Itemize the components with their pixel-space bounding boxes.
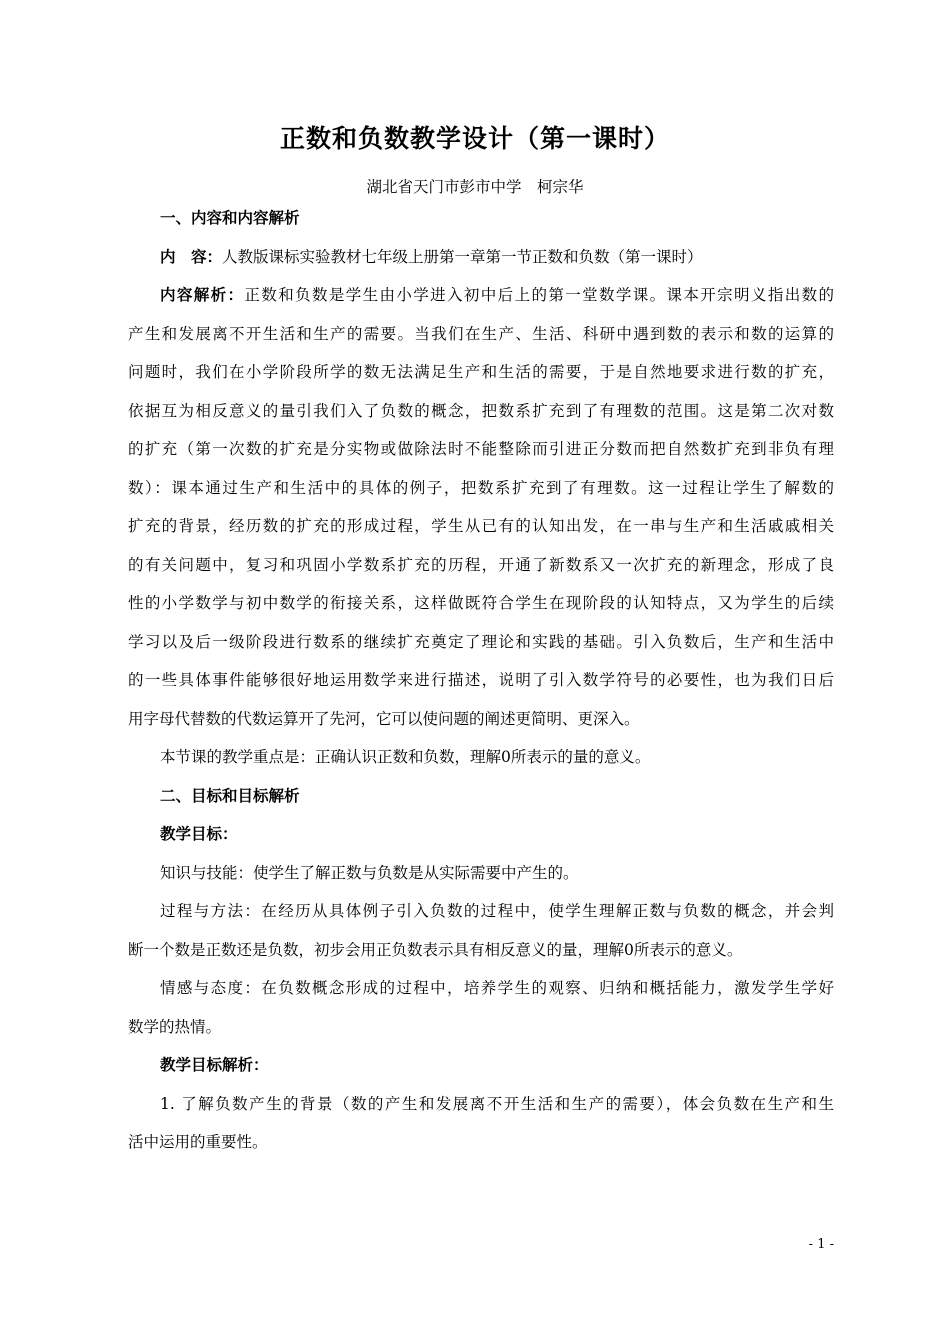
- goal-emotion-line: 数学的热情。: [128, 1017, 222, 1036]
- analysis-line: 学习以及后一级阶段进行数系的继续扩充奠定了理论和实践的基础。引入负数后，生产和生活中: [128, 632, 834, 651]
- goal-analysis-line: 活中运用的重要性。: [128, 1133, 268, 1151]
- content-label: 内 容：: [160, 247, 223, 266]
- page-number: - 1 -: [808, 1237, 834, 1252]
- analysis-line: 性的小学数学与初中数学的衔接关系，这样做既符合学生在现阶段的认知特点，又为学生的后续: [128, 594, 834, 612]
- content-paragraph: [128, 243, 834, 273]
- analysis-line: 的扩充（第一次数的扩充是分实物或做除法时不能整除而引进正分数而把自然数扩充到非负有理: [128, 440, 834, 458]
- content-text: 人教版课标实验教材七年级上册第一章第一节正数和负数（第一课时）: [222, 247, 703, 266]
- content-analysis-paragraph: [128, 281, 834, 734]
- analysis-line: 扩充的背景，经历数的扩充的形成过程，学生从已有的认知出发，在一串与生产和生活戚戚相关: [128, 517, 834, 535]
- analysis-label: 内容解析：: [160, 286, 245, 304]
- analysis-line: 依据互为相反意义的量引我们入了负数的概念，把数系扩充到了有理数的范围。这是第二次对数: [128, 401, 834, 420]
- document-body: [128, 204, 834, 1158]
- document-title: 正数和负数教学设计（第一课时）: [279, 124, 670, 153]
- goal-process-paragraph: [128, 897, 834, 965]
- goal-process-line: 过程与方法：在经历从具体例子引入负数的过程中，使学生理解正数与负数的概念，并会判: [160, 902, 834, 920]
- analysis-line: 的一些具体事件能够很好地运用数学来进行描述，说明了引入数学符号的必要性，也为我们日后: [128, 671, 834, 689]
- section-heading-content: 一、内容和内容解析: [160, 209, 300, 227]
- section-heading-goals: 二、目标和目标解析: [160, 786, 300, 805]
- analysis-line: 产生和发展离不开生活和生产的需要。当我们在生产、生活、科研中遇到数的表示和数的运算的: [128, 324, 834, 343]
- analysis-line: 的有关问题中，复习和巩固小学数系扩充的历程，开通了新数系又一次扩充的新理念，形成了良: [128, 555, 834, 574]
- author-byline: 湖北省天门市彭市中学 柯宗华: [366, 178, 584, 196]
- goal-emotion-paragraph: [128, 974, 834, 1042]
- goals-label: 教学目标：: [160, 825, 238, 843]
- goal-analysis-line: 1. 了解负数产生的背景（数的产生和发展离不开生活和生产的需要），体会负数在生产和生: [160, 1094, 834, 1113]
- analysis-line: 数）：课本通过生产和生活中的具体的例子，把数系扩充到了有理数。这一过程让学生了解数的: [128, 478, 834, 497]
- analysis-line: 内容解析：正数和负数是学生由小学进入初中后上的第一堂数学课。课本开宗明义指出数的: [160, 286, 834, 304]
- key-point-paragraph: 本节课的教学重点是：正确认识正数和负数，理解0所表示的量的意义。: [160, 748, 651, 766]
- goal-emotion-line: 情感与态度：在负数概念形成的过程中，培养学生的观察、归纳和概括能力，激发学生学好: [160, 979, 834, 997]
- goal-knowledge: 知识与技能：使学生了解正数与负数是从实际需要中产生的。: [160, 863, 579, 882]
- goal-analysis-item-1: [128, 1090, 834, 1158]
- goal-process-line: 断一个数是正数还是负数，初步会用正负数表示具有相反意义的量，理解0所表示的意义。: [128, 940, 743, 959]
- analysis-line: 用字母代替数的代数运算开了先河，它可以使问题的阐述更简明、更深入。: [128, 709, 640, 728]
- goal-analysis-label: 教学目标解析：: [160, 1056, 269, 1074]
- analysis-line: 问题时，我们在小学阶段所学的数无法满足生产和生活的需要，于是自然地要求进行数的扩充，: [128, 363, 834, 381]
